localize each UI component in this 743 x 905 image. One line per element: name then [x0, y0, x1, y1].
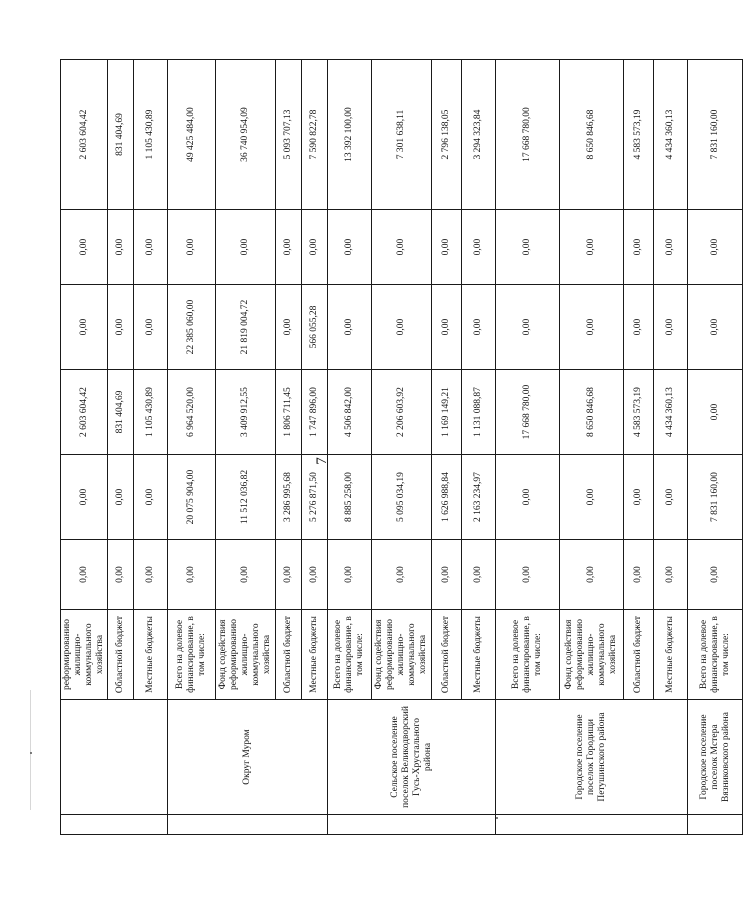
amount-cell: 0,00 — [168, 210, 216, 285]
amount-cell: 0,00 — [134, 540, 168, 610]
subcategory-cell: Местные бюджеты — [302, 610, 328, 700]
table-row — [328, 60, 372, 835]
amount-cell: 0,00 — [560, 210, 624, 285]
amount-cell: 4 434 360,13 — [654, 370, 688, 455]
amount-cell: 0,00 — [216, 210, 276, 285]
amount-cell: 2 206 603,92 — [372, 370, 432, 455]
amount-cell: 0,00 — [624, 455, 654, 540]
amount-cell: 5 276 871,50 — [302, 455, 328, 540]
amount-cell: 7 831 160,00 — [688, 455, 743, 540]
amount-cell: 5 095 034,19 — [372, 455, 432, 540]
amount-cell: 1 747 896,00 — [302, 370, 328, 455]
amount-cell: 0,00 — [134, 285, 168, 370]
amount-cell: 0,00 — [462, 285, 496, 370]
funding-table — [60, 59, 743, 835]
subcategory-cell: Фонд содействия реформированию жилищно-коммунального хозяйства — [560, 610, 624, 700]
amount-cell: 0,00 — [61, 540, 108, 610]
amount-cell: 0,00 — [372, 285, 432, 370]
subcategory-cell: Местные бюджеты — [654, 610, 688, 700]
amount-cell: 0,00 — [496, 540, 560, 610]
amount-cell: 2 163 234,97 — [462, 455, 496, 540]
amount-cell: 8 885 258,00 — [328, 455, 372, 540]
table-row — [496, 60, 560, 835]
amount-cell: 7 301 638,11 — [372, 60, 432, 210]
subcategory-cell: Всего на долевое финансирование, в том числе: — [168, 610, 216, 700]
amount-cell: 0,00 — [688, 370, 743, 455]
table-body — [61, 60, 743, 835]
amount-cell: 0,00 — [134, 455, 168, 540]
amount-cell: 1 806 711,45 — [276, 370, 302, 455]
amount-cell: 0,00 — [432, 210, 462, 285]
amount-cell: 4 434 360,13 — [654, 60, 688, 210]
amount-cell: 11 512 036,82 — [216, 455, 276, 540]
amount-cell: 0,00 — [61, 455, 108, 540]
subcategory-cell: Областной бюджет — [108, 610, 134, 700]
amount-cell: 0,00 — [328, 285, 372, 370]
amount-cell: 1 626 988,84 — [432, 455, 462, 540]
amount-cell: 0,00 — [432, 285, 462, 370]
scan-speck — [30, 752, 32, 754]
amount-cell: 0,00 — [328, 210, 372, 285]
amount-cell: 0,00 — [372, 210, 432, 285]
amount-cell: 0,00 — [462, 210, 496, 285]
amount-cell: 0,00 — [624, 210, 654, 285]
amount-cell: 0,00 — [61, 285, 108, 370]
amount-cell: 3 409 912,55 — [216, 370, 276, 455]
amount-cell: 4 583 573,19 — [624, 370, 654, 455]
amount-cell: 0,00 — [302, 540, 328, 610]
amount-cell: 2 796 138,05 — [432, 60, 462, 210]
amount-cell: 566 055,28 — [302, 285, 328, 370]
subcategory-cell: Фонд содействия реформированию жилищно-коммунального хозяйства — [216, 610, 276, 700]
subcategory-cell: реформированию жилищно-коммунального хозяйства — [61, 610, 108, 700]
amount-cell: 0,00 — [654, 210, 688, 285]
margin-cell — [61, 815, 168, 835]
amount-cell: 13 392 100,00 — [328, 60, 372, 210]
amount-cell: 0,00 — [462, 540, 496, 610]
amount-cell: 0,00 — [654, 455, 688, 540]
amount-cell: 20 075 904,00 — [168, 455, 216, 540]
amount-cell: 1 105 430,89 — [134, 370, 168, 455]
amount-cell: 0,00 — [134, 210, 168, 285]
amount-cell: 0,00 — [216, 540, 276, 610]
amount-cell: 0,00 — [276, 540, 302, 610]
amount-cell: 21 819 004,72 — [216, 285, 276, 370]
amount-cell: 17 668 780,00 — [496, 60, 560, 210]
amount-cell: 0,00 — [328, 540, 372, 610]
amount-cell: 2 603 604,42 — [61, 370, 108, 455]
amount-cell: 1 105 430,89 — [134, 60, 168, 210]
amount-cell: 0,00 — [302, 210, 328, 285]
amount-cell: 49 425 484,00 — [168, 60, 216, 210]
subcategory-cell: Всего на долевое финансирование, в том числе: — [328, 610, 372, 700]
scan-margin-line — [30, 690, 31, 810]
amount-cell: 7 831 160,00 — [688, 60, 743, 210]
amount-cell: 0,00 — [372, 540, 432, 610]
amount-cell: 1 131 088,87 — [462, 370, 496, 455]
amount-cell: 0,00 — [654, 285, 688, 370]
amount-cell: 1 169 149,21 — [432, 370, 462, 455]
municipality-cell — [61, 700, 168, 815]
amount-cell: 8 650 846,68 — [560, 60, 624, 210]
amount-cell: 0,00 — [560, 540, 624, 610]
subcategory-cell: Областной бюджет — [432, 610, 462, 700]
amount-cell: 0,00 — [688, 210, 743, 285]
amount-cell: 3 294 323,84 — [462, 60, 496, 210]
amount-cell: 0,00 — [496, 285, 560, 370]
municipality-cell: Округ Муром — [168, 700, 328, 815]
amount-cell: 0,00 — [108, 540, 134, 610]
amount-cell: 0,00 — [108, 285, 134, 370]
margin-cell — [688, 815, 743, 835]
municipality-cell: Сельское поселение поселок Великодворский Гусь-Хрустального района — [328, 700, 496, 815]
amount-cell: 0,00 — [654, 540, 688, 610]
margin-cell — [328, 815, 496, 835]
municipality-cell: Городское поселение поселок Городищи Петушинского района — [496, 700, 688, 815]
amount-cell: 0,00 — [108, 455, 134, 540]
subcategory-cell: Местные бюджеты — [134, 610, 168, 700]
amount-cell: 7 590 822,78 — [302, 60, 328, 210]
amount-cell: 3 286 995,68 — [276, 455, 302, 540]
page-number: 7 — [314, 457, 330, 465]
amount-cell: 0,00 — [276, 285, 302, 370]
amount-cell: 8 650 846,68 — [560, 370, 624, 455]
amount-cell: 5 093 707,13 — [276, 60, 302, 210]
amount-cell: 4 506 842,00 — [328, 370, 372, 455]
amount-cell: 17 668 780,00 — [496, 370, 560, 455]
amount-cell: 0,00 — [688, 540, 743, 610]
amount-cell: 0,00 — [624, 285, 654, 370]
funding-table-sheet — [60, 60, 731, 835]
amount-cell: 0,00 — [688, 285, 743, 370]
amount-cell: 0,00 — [61, 210, 108, 285]
subcategory-cell: Всего на долевое финансирование, в том числе: — [688, 610, 743, 700]
amount-cell: 0,00 — [108, 210, 134, 285]
amount-cell: 0,00 — [496, 455, 560, 540]
subcategory-cell: Областной бюджет — [276, 610, 302, 700]
amount-cell: 0,00 — [624, 540, 654, 610]
amount-cell: 4 583 573,19 — [624, 60, 654, 210]
amount-cell: 0,00 — [168, 540, 216, 610]
amount-cell: 2 603 604,42 — [61, 60, 108, 210]
amount-cell: 22 385 060,00 — [168, 285, 216, 370]
subcategory-cell: Областной бюджет — [624, 610, 654, 700]
margin-cell — [168, 815, 328, 835]
subcategory-cell: Местные бюджеты — [462, 610, 496, 700]
amount-cell: 831 404,69 — [108, 370, 134, 455]
table-row — [168, 60, 216, 835]
amount-cell: 831 404,69 — [108, 60, 134, 210]
subcategory-cell: Всего на долевое финансирование, в том числе: — [496, 610, 560, 700]
amount-cell: 0,00 — [432, 540, 462, 610]
amount-cell: 6 964 520,00 — [168, 370, 216, 455]
municipality-cell: Городское поселение поселок Мстера Вязниковского района — [688, 700, 743, 815]
amount-cell: 0,00 — [560, 455, 624, 540]
margin-cell — [496, 815, 688, 835]
table-row — [688, 60, 743, 835]
table-row — [61, 60, 108, 835]
amount-cell: 0,00 — [560, 285, 624, 370]
amount-cell: 36 740 954,09 — [216, 60, 276, 210]
subcategory-cell: Фонд содействия реформированию жилищно-коммунального хозяйства — [372, 610, 432, 700]
amount-cell: 0,00 — [496, 210, 560, 285]
amount-cell: 0,00 — [276, 210, 302, 285]
